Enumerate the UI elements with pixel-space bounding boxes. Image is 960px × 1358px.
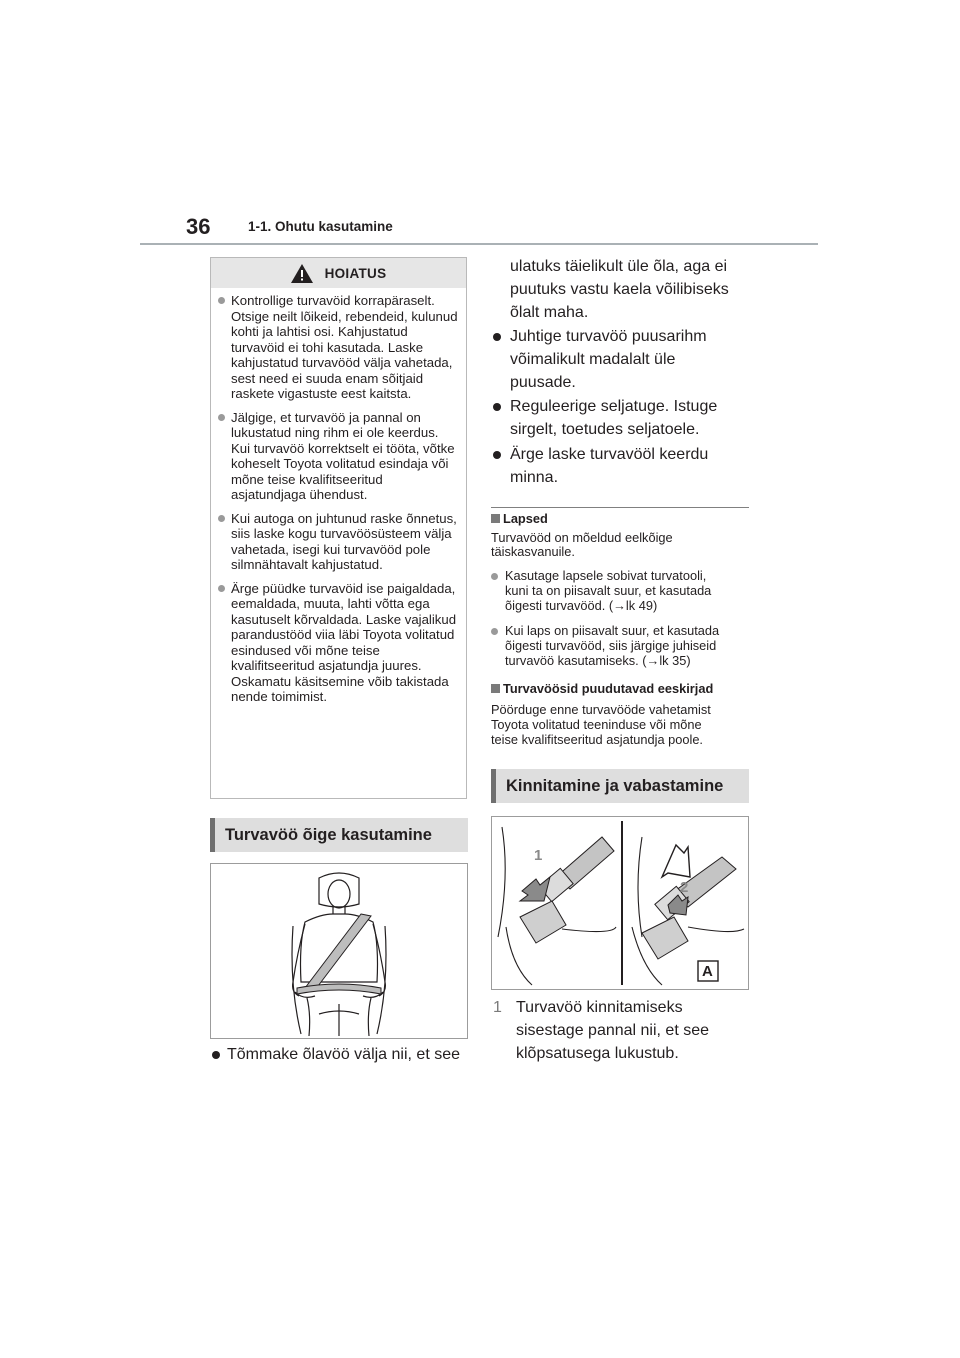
regulations-heading — [491, 681, 713, 696]
step-label-2: 2 — [680, 879, 689, 896]
body-line: ulatuks täielikult üle õla, aga ei — [510, 258, 728, 275]
step-line: sisestage pannal nii, et see — [516, 1022, 710, 1039]
regulations-line: Toyota volitatud teeninduse või mõne — [491, 717, 702, 732]
bullet-dot-icon — [218, 515, 225, 522]
bullet-dot-icon — [493, 333, 501, 341]
body-line: võimalikult madalalt üle — [510, 351, 676, 368]
step-number: 1 — [493, 999, 502, 1016]
body-line: Juhtige turvavöö puusarihm — [510, 328, 707, 345]
warning-item — [215, 581, 460, 705]
seated-person-illustration — [210, 863, 468, 1039]
section-title: 1-1. Ohutu kasutamine — [248, 219, 393, 234]
header-divider — [140, 243, 818, 245]
regulations-title: Turvavöösid puudutavad eeskirjad — [503, 681, 714, 696]
children-item-line: Kui laps on piisavalt suur, et kasutada — [505, 623, 720, 638]
section-heading-fasten: Kinnitamine ja vabastamine — [491, 769, 749, 803]
bullet-dot-icon — [212, 1051, 220, 1059]
regulations-line: Pöörduge enne turvavööde vahetamist — [491, 702, 711, 717]
warning-item — [215, 511, 460, 573]
body-line: puutuks vastu kaela võilibiseks — [510, 281, 729, 298]
regulations-line: teise kvalifitseeritud asjatundja poole. — [491, 732, 703, 747]
bullet-dot-icon — [493, 403, 501, 411]
label-a: A — [702, 963, 713, 980]
warning-list — [211, 293, 466, 705]
bullet-dot-icon — [218, 414, 225, 421]
warning-title: HOIATUS — [324, 265, 387, 281]
step-line: klõpsatusega lukustub. — [516, 1045, 679, 1062]
body-line: minna. — [510, 469, 559, 486]
warning-item — [215, 293, 460, 402]
bullet-dot-icon — [218, 585, 225, 592]
children-title: Lapsed — [503, 511, 548, 526]
bullet-dot-icon — [218, 297, 225, 304]
seatbelt-person-drawing — [211, 864, 467, 1038]
section-heading-correct-use: Turvavöö õige kasutamine — [210, 818, 468, 852]
warning-item-text: Ärge püüdke turvavöid ise paigaldada, eemaldada, muuta, lahti võtta ega kasutuselt kõrvaldada. Laske vajalikud parandustööd viia läbi Toyota volitatud esindused või mõne teise kvalifitseeritud asjatundja juures. Oskamatu käsitsemine võib takistada nende toimimist. — [231, 580, 457, 704]
correct-use-bullet-1: Tõmmake õlavöö välja nii, et see — [227, 1046, 460, 1063]
warning-item — [215, 410, 460, 503]
children-item-line: kuni ta on piisavalt suur, et kasutada — [505, 583, 712, 598]
children-item-line: turvavöö kasutamiseks. (→lk 35) — [505, 653, 691, 668]
children-intro-line: täiskasvanuile. — [491, 544, 575, 559]
body-line: sirgelt, toetudes seljatoele. — [510, 421, 700, 438]
warning-item-text: Kontrollige turvavöid korrapäraselt. Otsige neilt lõikeid, rebendeid, kulunud kohti ja lahtisi osi. Kahjustatud turvavöid ei tohi kasutada. Laske kahjustatud turvavööd välja vahetada, sest need ei suuda enam sõitjaid raskete vigastuste eest kaitsta. — [231, 293, 458, 401]
bullet-dot-icon — [491, 628, 498, 635]
body-line: õlalt maha. — [510, 304, 589, 321]
square-bullet-icon — [491, 684, 500, 693]
children-heading — [491, 511, 548, 526]
buckle-illustration — [491, 816, 749, 990]
body-line: puusade. — [510, 374, 576, 391]
step-label-1: 1 — [534, 847, 543, 864]
warning-item-text: Jälgige, et turvavöö ja pannal on lukustatud ning rihm ei ole keerdus. Kui turvavöö korrektselt ei tööta, võtke koheselt Toyota volitatud esindaja või mõne teise kvalifitseeritud asjatundjaga ühendust. — [231, 409, 455, 502]
children-item-line: õigesti turvavööd. (→lk 49) — [505, 598, 658, 613]
bullet-dot-icon — [491, 573, 498, 580]
children-item-line: õigesti turvavööd, siis järgige juhiseid — [505, 638, 717, 653]
warning-triangle-icon — [291, 264, 313, 283]
bullet-dot-icon — [493, 451, 501, 459]
warning-header — [211, 258, 466, 288]
step-line: Turvavöö kinnitamiseks — [516, 999, 683, 1016]
children-intro-line: Turvavööd on mõeldud eelkõige — [491, 530, 673, 545]
body-line: Reguleerige seljatuge. Istuge — [510, 398, 718, 415]
section-divider — [491, 507, 749, 508]
square-bullet-icon — [491, 514, 500, 523]
page-number: 36 — [186, 214, 211, 239]
warning-item-text: Kui autoga on juhtunud raske õnnetus, siis laske kogu turvavöösüsteem välja vahetada, isegi kui turvavööd pole silmnähtavalt kahjustatud. — [231, 510, 457, 572]
warning-box — [210, 257, 467, 799]
body-line: Ärge laske turvavööl keerdu — [510, 446, 709, 463]
children-item-line: Kasutage lapsele sobivat turvatooli, — [505, 568, 707, 583]
